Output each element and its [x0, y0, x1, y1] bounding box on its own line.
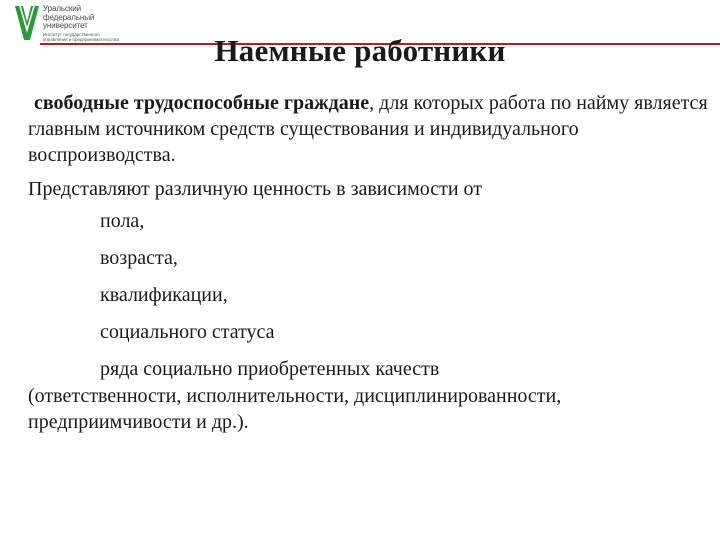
definition-term: свободные трудоспособные граждане [34, 92, 370, 114]
list-item: социального статуса [100, 321, 275, 343]
slide-title [0, 33, 720, 69]
logo-institute-name: Институт государственного управления и предпринимательства [43, 32, 119, 42]
list-item: возраста, [100, 247, 178, 269]
list-item: ряда социально приобретенных качеств [100, 358, 440, 380]
list-item: пола, [100, 210, 145, 232]
slide-body [28, 90, 708, 435]
definition-paragraph [28, 90, 708, 168]
list-item: квалификации, [100, 284, 228, 306]
slide-title-text: Наемные работники [214, 33, 506, 68]
lead-paragraph: Представляют различную ценность в зависимости от [28, 178, 483, 200]
criteria-list [28, 208, 708, 382]
logo-university-name: Уральский федеральный университет [43, 4, 95, 31]
definition-text: , для которых работа по найму является главным источником средств существования и индивидуального воспроизводства. [28, 92, 708, 166]
qualities-paragraph: (ответственности, исполнительности, дисциплинированности, предприимчивости и др.). [28, 385, 562, 433]
